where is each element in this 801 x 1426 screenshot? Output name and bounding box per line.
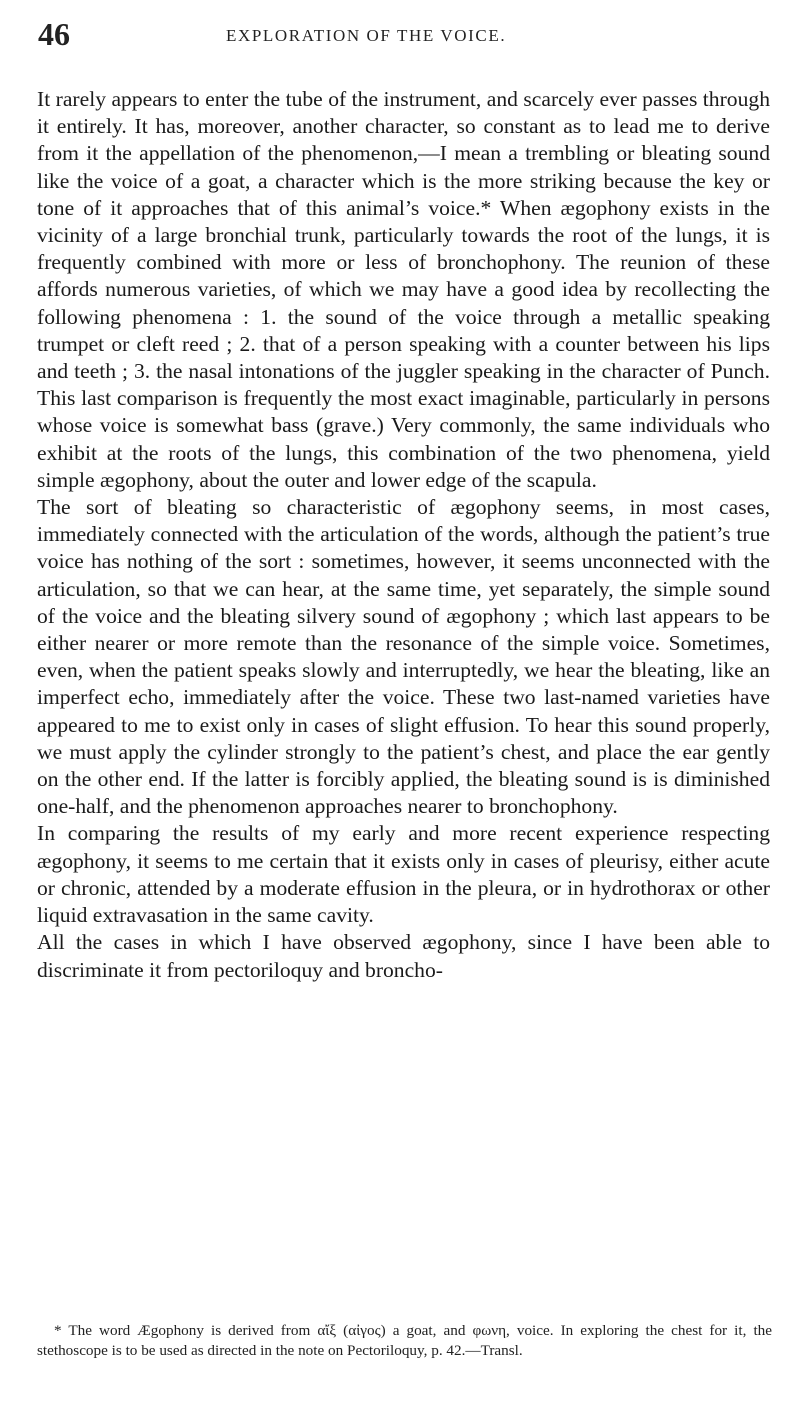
paragraph-4: All the cases in which I have observed ægophony, since I have been able to discriminate it from pectoriloquy and broncho- — [37, 930, 770, 982]
footnote — [37, 1321, 772, 1362]
running-title: EXPLORATION OF THE VOICE. — [226, 26, 507, 45]
page-number: 46 — [38, 16, 70, 52]
paragraph-3: In comparing the results of my early and more recent experience respecting ægophony, it seems to me certain that it exists only in cases of pleurisy, either acute or chronic, attended by a moderate effusion in the pleura, or in hydrothorax or other liquid extravasation in the same cavity. — [37, 821, 770, 928]
running-head — [38, 14, 758, 54]
footnote-text: * The word Ægophony is derived from αἴξ (αἰγος) a goat, and φωνη, voice. In exploring the chest for it, the stethoscope is to be used as directed in the note on Pectoriloquy, p. 42.—Transl. — [37, 1322, 772, 1360]
body-text — [37, 86, 770, 984]
paragraph-1: It rarely appears to enter the tube of the instrument, and scarcely ever passes through it entirely. It has, moreover, another character, so constant as to lead me to derive from it the appellation of the phenomenon,—I mean a trembling or bleating sound like the voice of a goat, a character which is the more striking because the key or tone of it approaches that of this animal’s voice.* When ægophony exists in the vicinity of a large bronchial trunk, particularly towards the root of the lungs, it is frequently combined with more or less of bronchophony. The reunion of these affords numerous varieties, of which we may have a good idea by recollecting the following phenomena : 1. the sound of the voice through a metallic speaking trumpet or cleft reed ; 2. that of a person speaking with a counter between his lips and teeth ; 3. the nasal intonations of the juggler speaking in the character of Punch. This last comparison is frequently the most exact imaginable, particularly in persons whose voice is somewhat bass (grave.) Very commonly, the same individuals who exhibit at the roots of the lungs, this combination of the two phenomena, yield simple ægophony, about the outer and lower edge of the scapula. — [37, 87, 770, 492]
paragraph-2: The sort of bleating so characteristic of ægophony seems, in most cases, immediately connected with the articulation of the words, although the patient’s true voice has nothing of the sort : sometimes, however, it seems unconnected with the articulation, so that we can hear, at the same time, yet separately, the simple sound of the voice and the bleating silvery sound of ægophony ; which last appears to be either nearer or more remote than the resonance of the simple voice. Sometimes, even, when the patient speaks slowly and interruptedly, we hear the bleating, like an imperfect echo, immediately after the voice. These two last-named varieties have appeared to me to exist only in cases of slight effusion. To hear this sound properly, we must apply the cylinder strongly to the patient’s chest, and place the ear gently on the other end. If the latter is forcibly applied, the bleating sound is is diminished one-half, and the phenomenon approaches nearer to bronchophony. — [37, 495, 770, 819]
